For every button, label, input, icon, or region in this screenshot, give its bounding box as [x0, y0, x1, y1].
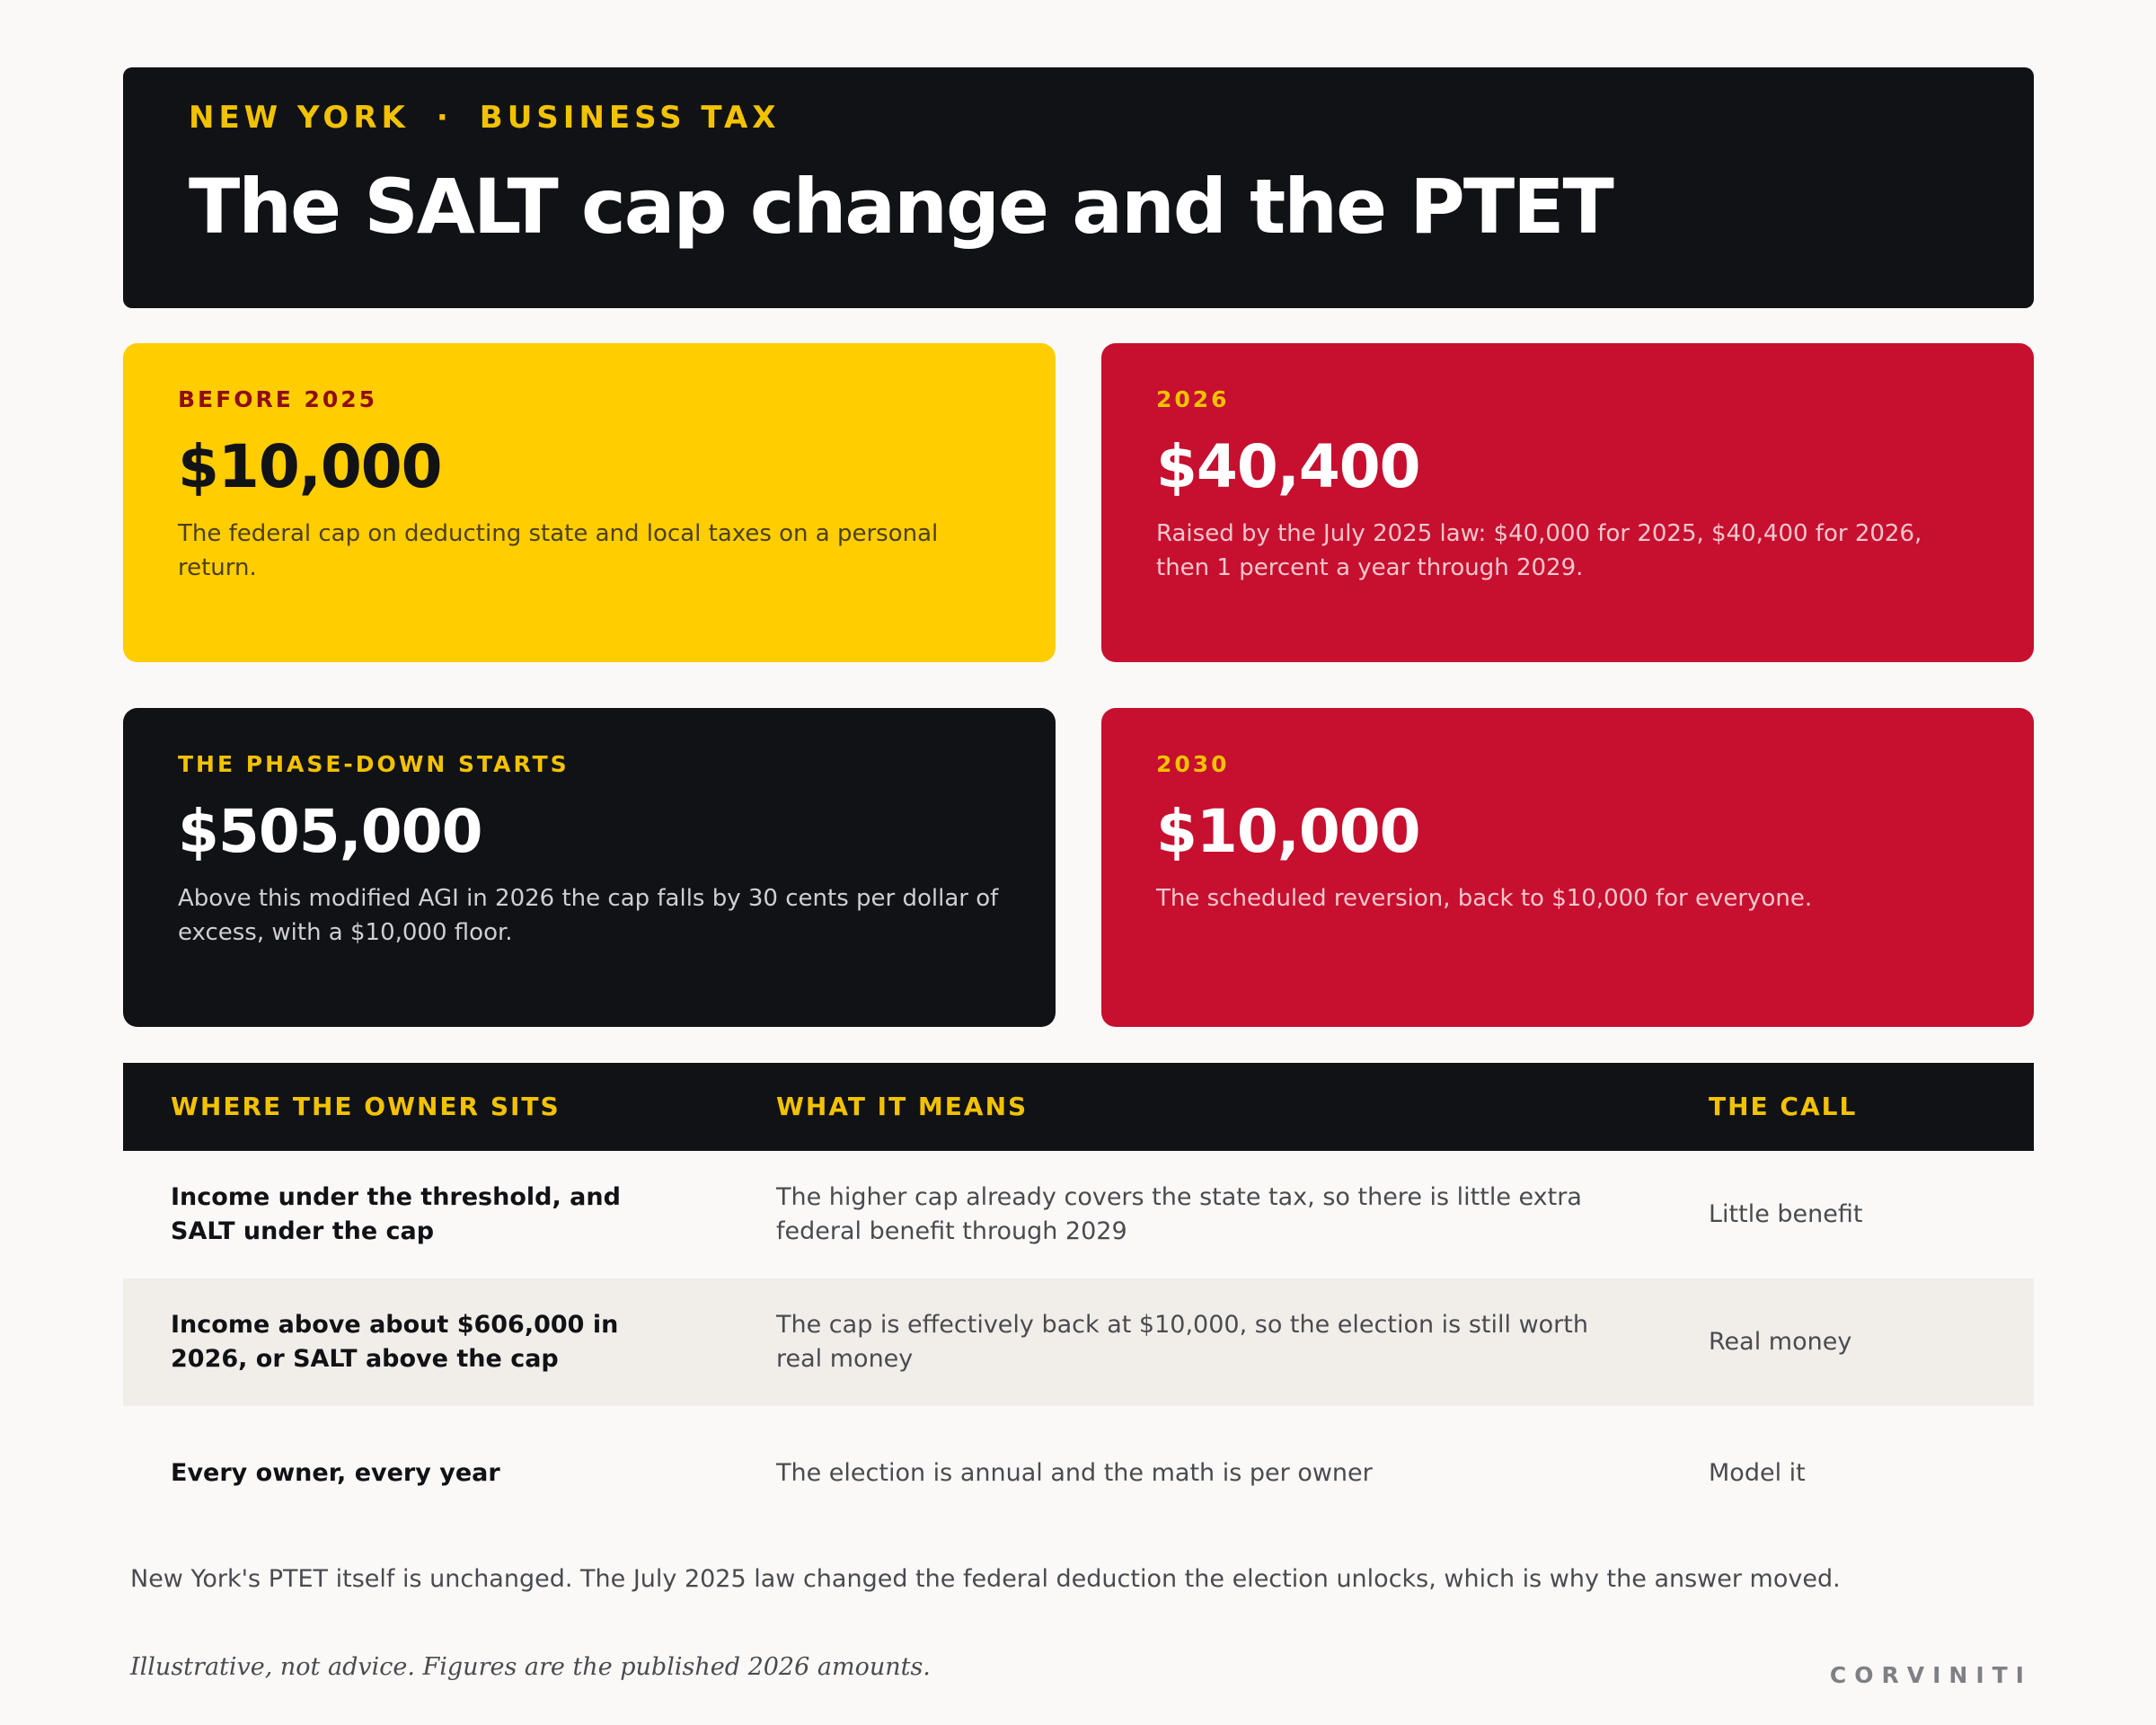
brand-wordmark: CORVINITI: [1829, 1662, 2032, 1688]
card-label: 2026: [1156, 386, 1230, 412]
cell-where: Every owner, every year: [171, 1459, 500, 1487]
cell-where: Income above about $606,000 in 2026, or SALT above the cap: [171, 1311, 619, 1373]
owner-table: [123, 1063, 2034, 1541]
card-description: The federal cap on deducting state and local taxes on a personal return.: [178, 520, 939, 581]
card-label: 2030: [1156, 751, 1230, 777]
cell-call: Model it: [1709, 1459, 1806, 1487]
cell-means: The higher cap already covers the state tax, so there is little extra federal benefit through 2029: [776, 1183, 1582, 1245]
cell-call: Little benefit: [1709, 1200, 1863, 1228]
kicker-topic: BUSINESS TAX: [479, 100, 781, 136]
title-banner: [123, 67, 2034, 308]
kicker-separator: ·: [436, 100, 453, 136]
card-description: Above this modified AGI in 2026 the cap falls by 30 cents per dollar of excess, with a $10,000 floor.: [178, 885, 999, 946]
card-value: $505,000: [178, 797, 482, 866]
kicker-region: NEW YORK: [189, 100, 410, 136]
footnote: New York's PTET itself is unchanged. The July 2025 law changed the federal deduction the election unlocks, which is why the answer moved.: [130, 1565, 1841, 1593]
table-row: [123, 1278, 2034, 1406]
column-header-means: WHAT IT MEANS: [776, 1092, 1029, 1121]
table-header: [123, 1063, 2034, 1151]
column-header-call: THE CALL: [1709, 1092, 1858, 1121]
table-row: [123, 1151, 2034, 1278]
disclaimer: Illustrative, not advice. Figures are the published 2026 amounts.: [130, 1653, 931, 1681]
cell-means: The election is annual and the math is per owner: [776, 1459, 1373, 1487]
card-2026: [1101, 343, 2034, 662]
table-row: [123, 1406, 2034, 1541]
card-value: $40,400: [1156, 432, 1420, 501]
card-label: THE PHASE-DOWN STARTS: [178, 751, 570, 777]
card-label: BEFORE 2025: [178, 386, 378, 412]
column-header-where: WHERE THE OWNER SITS: [171, 1092, 561, 1121]
page-title: The SALT cap change and the PTET: [189, 163, 1613, 251]
card-before-2025: [123, 343, 1056, 662]
card-phase-down: [123, 708, 1056, 1027]
cell-call: Real money: [1709, 1328, 1852, 1356]
card-description: The scheduled reversion, back to $10,000 for everyone.: [1156, 885, 1813, 912]
cell-where: Income under the threshold, and SALT under the cap: [171, 1183, 621, 1245]
card-2030: [1101, 708, 2034, 1027]
card-value: $10,000: [178, 432, 442, 501]
card-description: Raised by the July 2025 law: $40,000 for 2025, $40,400 for 2026, then 1 percent a year through 2029.: [1156, 520, 1922, 581]
kicker: [189, 100, 2034, 136]
card-value: $10,000: [1156, 797, 1420, 866]
cell-means: The cap is effectively back at $10,000, so the election is still worth real money: [776, 1311, 1588, 1373]
